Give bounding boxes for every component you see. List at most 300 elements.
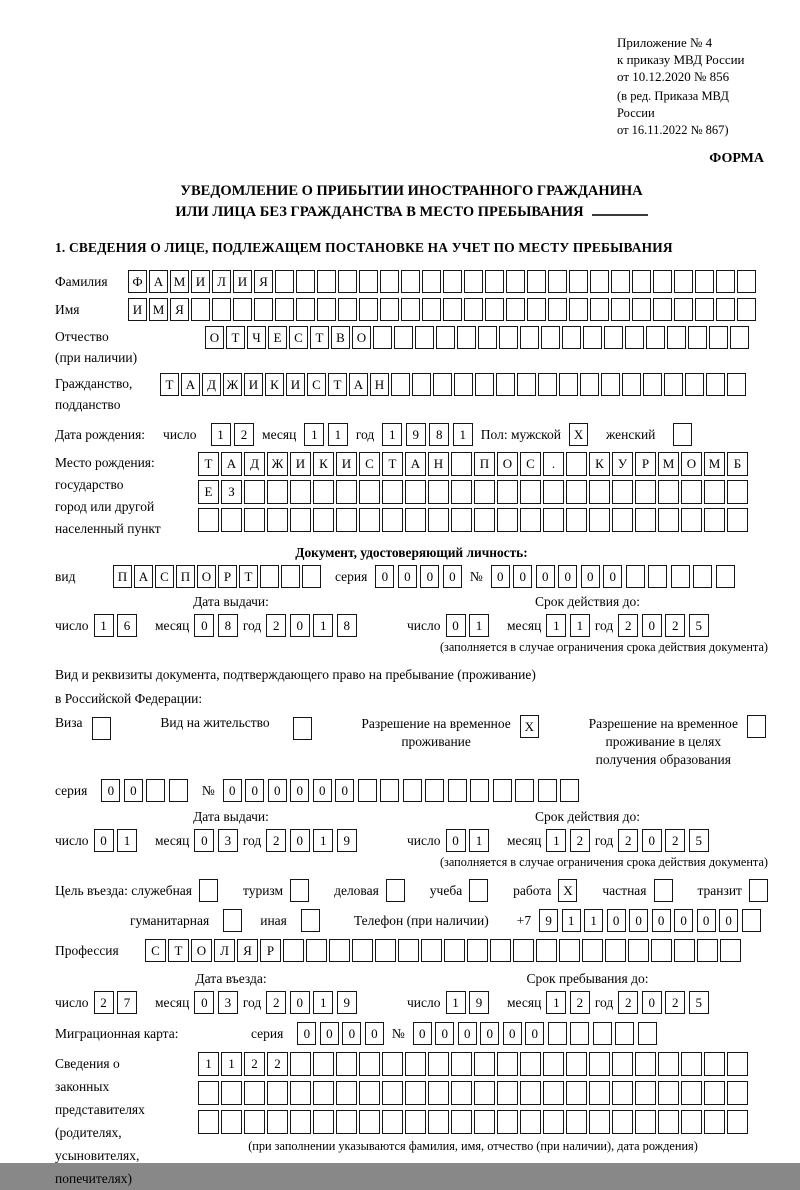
char-cell[interactable]: И: [336, 452, 357, 476]
char-cell[interactable]: [296, 298, 315, 321]
char-cell[interactable]: [415, 326, 434, 349]
checkbox-cell[interactable]: [301, 909, 320, 932]
char-cell[interactable]: А: [134, 565, 153, 588]
char-cell[interactable]: С: [289, 326, 308, 349]
char-cell[interactable]: [674, 270, 693, 293]
char-cell[interactable]: Т: [328, 373, 347, 396]
char-cell[interactable]: [720, 939, 741, 962]
char-cell[interactable]: [681, 1052, 702, 1076]
char-cell[interactable]: [212, 298, 231, 321]
char-cell[interactable]: [615, 1022, 634, 1045]
char-cell[interactable]: [566, 1081, 587, 1105]
char-cell[interactable]: [425, 779, 444, 802]
char-cell[interactable]: [541, 326, 560, 349]
char-cell[interactable]: 0: [290, 779, 309, 802]
char-cell[interactable]: 2: [570, 991, 590, 1014]
checkbox-cell[interactable]: [386, 879, 405, 902]
char-cell[interactable]: [612, 1110, 633, 1134]
char-cell[interactable]: [359, 1052, 380, 1076]
char-cell[interactable]: [742, 909, 761, 932]
char-cell[interactable]: [290, 508, 311, 532]
char-cell[interactable]: [336, 1052, 357, 1076]
char-cell[interactable]: [191, 298, 210, 321]
char-cell[interactable]: 0: [245, 779, 264, 802]
char-cell[interactable]: 2: [244, 1052, 265, 1076]
char-cell[interactable]: 0: [581, 565, 600, 588]
checkbox-cell[interactable]: [199, 879, 218, 902]
char-cell[interactable]: [338, 270, 357, 293]
char-cell[interactable]: [380, 298, 399, 321]
char-cell[interactable]: [405, 508, 426, 532]
char-cell[interactable]: [401, 270, 420, 293]
checkbox-cell[interactable]: [749, 879, 768, 902]
char-cell[interactable]: Р: [218, 565, 237, 588]
checkbox-cell[interactable]: [469, 879, 488, 902]
char-cell[interactable]: [290, 480, 311, 504]
char-cell[interactable]: 0: [642, 614, 662, 637]
char-cell[interactable]: [520, 326, 539, 349]
char-cell[interactable]: 5: [689, 829, 709, 852]
char-cell[interactable]: [448, 779, 467, 802]
char-cell[interactable]: 0: [480, 1022, 499, 1045]
char-cell[interactable]: [451, 1110, 472, 1134]
char-cell[interactable]: [478, 326, 497, 349]
char-cell[interactable]: Т: [160, 373, 179, 396]
char-cell[interactable]: [658, 1052, 679, 1076]
char-cell[interactable]: [632, 270, 651, 293]
char-cell[interactable]: [336, 508, 357, 532]
char-cell[interactable]: [569, 298, 588, 321]
char-cell[interactable]: [302, 565, 321, 588]
char-cell[interactable]: [643, 373, 662, 396]
char-cell[interactable]: Л: [212, 270, 231, 293]
char-cell[interactable]: [517, 373, 536, 396]
char-cell[interactable]: [412, 373, 431, 396]
char-cell[interactable]: Н: [428, 452, 449, 476]
char-cell[interactable]: [198, 1081, 219, 1105]
char-cell[interactable]: [451, 480, 472, 504]
char-cell[interactable]: [444, 939, 465, 962]
char-cell[interactable]: Т: [382, 452, 403, 476]
char-cell[interactable]: 9: [469, 991, 489, 1014]
char-cell[interactable]: 0: [194, 829, 214, 852]
char-cell[interactable]: [653, 298, 672, 321]
char-cell[interactable]: Д: [202, 373, 221, 396]
char-cell[interactable]: [559, 373, 578, 396]
char-cell[interactable]: [727, 1052, 748, 1076]
char-cell[interactable]: [570, 1022, 589, 1045]
char-cell[interactable]: [612, 1052, 633, 1076]
char-cell[interactable]: 0: [223, 779, 242, 802]
char-cell[interactable]: [635, 1052, 656, 1076]
char-cell[interactable]: [474, 1052, 495, 1076]
char-cell[interactable]: [398, 939, 419, 962]
char-cell[interactable]: 0: [413, 1022, 432, 1045]
char-cell[interactable]: [382, 1052, 403, 1076]
char-cell[interactable]: [405, 1110, 426, 1134]
char-cell[interactable]: С: [145, 939, 166, 962]
char-cell[interactable]: [612, 480, 633, 504]
char-cell[interactable]: 1: [382, 423, 402, 446]
char-cell[interactable]: 1: [584, 909, 603, 932]
char-cell[interactable]: [401, 298, 420, 321]
char-cell[interactable]: [506, 298, 525, 321]
char-cell[interactable]: 1: [117, 829, 137, 852]
char-cell[interactable]: С: [359, 452, 380, 476]
char-cell[interactable]: 1: [546, 614, 566, 637]
char-cell[interactable]: [671, 565, 690, 588]
checkbox-cell[interactable]: [293, 717, 312, 740]
char-cell[interactable]: [667, 326, 686, 349]
char-cell[interactable]: 8: [337, 614, 357, 637]
char-cell[interactable]: 0: [603, 565, 622, 588]
char-cell[interactable]: [497, 480, 518, 504]
char-cell[interactable]: [338, 298, 357, 321]
char-cell[interactable]: О: [197, 565, 216, 588]
char-cell[interactable]: [688, 326, 707, 349]
char-cell[interactable]: [405, 1081, 426, 1105]
char-cell[interactable]: 1: [304, 423, 324, 446]
char-cell[interactable]: [329, 939, 350, 962]
char-cell[interactable]: С: [155, 565, 174, 588]
char-cell[interactable]: [704, 480, 725, 504]
char-cell[interactable]: 9: [337, 829, 357, 852]
char-cell[interactable]: А: [405, 452, 426, 476]
char-cell[interactable]: [290, 1110, 311, 1134]
char-cell[interactable]: [428, 1052, 449, 1076]
char-cell[interactable]: [681, 508, 702, 532]
char-cell[interactable]: [359, 1081, 380, 1105]
char-cell[interactable]: 3: [218, 991, 238, 1014]
char-cell[interactable]: [260, 565, 279, 588]
char-cell[interactable]: [405, 1052, 426, 1076]
char-cell[interactable]: [244, 1081, 265, 1105]
char-cell[interactable]: [527, 298, 546, 321]
char-cell[interactable]: [589, 1110, 610, 1134]
char-cell[interactable]: [451, 508, 472, 532]
char-cell[interactable]: 0: [335, 779, 354, 802]
char-cell[interactable]: 0: [290, 829, 310, 852]
char-cell[interactable]: 1: [198, 1052, 219, 1076]
char-cell[interactable]: [474, 1110, 495, 1134]
char-cell[interactable]: [605, 939, 626, 962]
checkbox-cell[interactable]: [673, 423, 692, 446]
char-cell[interactable]: О: [352, 326, 371, 349]
char-cell[interactable]: [548, 1022, 567, 1045]
char-cell[interactable]: 0: [398, 565, 417, 588]
char-cell[interactable]: [737, 270, 756, 293]
char-cell[interactable]: [727, 1110, 748, 1134]
char-cell[interactable]: [313, 508, 334, 532]
char-cell[interactable]: [474, 480, 495, 504]
char-cell[interactable]: 0: [268, 779, 287, 802]
char-cell[interactable]: [674, 939, 695, 962]
char-cell[interactable]: [543, 480, 564, 504]
char-cell[interactable]: 1: [313, 614, 333, 637]
char-cell[interactable]: 2: [618, 829, 638, 852]
char-cell[interactable]: [611, 298, 630, 321]
char-cell[interactable]: М: [704, 452, 725, 476]
char-cell[interactable]: 0: [491, 565, 510, 588]
char-cell[interactable]: 0: [94, 829, 114, 852]
char-cell[interactable]: [359, 1110, 380, 1134]
char-cell[interactable]: М: [170, 270, 189, 293]
char-cell[interactable]: [359, 270, 378, 293]
char-cell[interactable]: [470, 779, 489, 802]
char-cell[interactable]: С: [307, 373, 326, 396]
char-cell[interactable]: 7: [117, 991, 137, 1014]
char-cell[interactable]: 0: [697, 909, 716, 932]
char-cell[interactable]: [625, 326, 644, 349]
char-cell[interactable]: 0: [446, 829, 466, 852]
char-cell[interactable]: 1: [546, 991, 566, 1014]
char-cell[interactable]: И: [290, 452, 311, 476]
char-cell[interactable]: 2: [618, 614, 638, 637]
char-cell[interactable]: [520, 508, 541, 532]
char-cell[interactable]: [443, 270, 462, 293]
char-cell[interactable]: 0: [446, 614, 466, 637]
char-cell[interactable]: 1: [570, 614, 590, 637]
checkbox-cell[interactable]: [654, 879, 673, 902]
char-cell[interactable]: 0: [629, 909, 648, 932]
char-cell[interactable]: 1: [211, 423, 231, 446]
char-cell[interactable]: [543, 508, 564, 532]
char-cell[interactable]: О: [681, 452, 702, 476]
char-cell[interactable]: [464, 270, 483, 293]
char-cell[interactable]: [566, 508, 587, 532]
char-cell[interactable]: [428, 480, 449, 504]
char-cell[interactable]: П: [113, 565, 132, 588]
char-cell[interactable]: [727, 480, 748, 504]
char-cell[interactable]: [520, 480, 541, 504]
char-cell[interactable]: [267, 1081, 288, 1105]
char-cell[interactable]: [674, 298, 693, 321]
char-cell[interactable]: [704, 1110, 725, 1134]
char-cell[interactable]: Д: [244, 452, 265, 476]
char-cell[interactable]: П: [474, 452, 495, 476]
char-cell[interactable]: [497, 1110, 518, 1134]
char-cell[interactable]: [485, 298, 504, 321]
char-cell[interactable]: 2: [266, 829, 286, 852]
char-cell[interactable]: [593, 1022, 612, 1045]
char-cell[interactable]: [589, 1052, 610, 1076]
char-cell[interactable]: [497, 508, 518, 532]
char-cell[interactable]: [290, 1052, 311, 1076]
char-cell[interactable]: [422, 270, 441, 293]
char-cell[interactable]: Р: [260, 939, 281, 962]
char-cell[interactable]: Ф: [128, 270, 147, 293]
char-cell[interactable]: [658, 1110, 679, 1134]
char-cell[interactable]: [709, 326, 728, 349]
char-cell[interactable]: 9: [406, 423, 426, 446]
char-cell[interactable]: [375, 939, 396, 962]
char-cell[interactable]: [635, 1081, 656, 1105]
char-cell[interactable]: [405, 480, 426, 504]
char-cell[interactable]: .: [543, 452, 564, 476]
char-cell[interactable]: [352, 939, 373, 962]
char-cell[interactable]: Т: [226, 326, 245, 349]
char-cell[interactable]: [380, 270, 399, 293]
char-cell[interactable]: [727, 1081, 748, 1105]
char-cell[interactable]: [474, 1081, 495, 1105]
checkbox-cell[interactable]: X: [558, 879, 577, 902]
char-cell[interactable]: [336, 1081, 357, 1105]
char-cell[interactable]: [428, 1110, 449, 1134]
char-cell[interactable]: [336, 1110, 357, 1134]
char-cell[interactable]: 5: [689, 991, 709, 1014]
char-cell[interactable]: 0: [536, 565, 555, 588]
char-cell[interactable]: [382, 508, 403, 532]
char-cell[interactable]: С: [520, 452, 541, 476]
char-cell[interactable]: Б: [727, 452, 748, 476]
char-cell[interactable]: 2: [94, 991, 114, 1014]
char-cell[interactable]: [464, 298, 483, 321]
char-cell[interactable]: [658, 508, 679, 532]
char-cell[interactable]: 2: [665, 614, 685, 637]
char-cell[interactable]: [589, 480, 610, 504]
char-cell[interactable]: 0: [458, 1022, 477, 1045]
char-cell[interactable]: 0: [124, 779, 143, 802]
char-cell[interactable]: [716, 270, 735, 293]
char-cell[interactable]: Я: [254, 270, 273, 293]
char-cell[interactable]: [513, 939, 534, 962]
char-cell[interactable]: 2: [266, 614, 286, 637]
checkbox-cell[interactable]: [290, 879, 309, 902]
char-cell[interactable]: Т: [310, 326, 329, 349]
char-cell[interactable]: [275, 270, 294, 293]
char-cell[interactable]: [382, 480, 403, 504]
checkbox-cell[interactable]: [92, 717, 111, 740]
char-cell[interactable]: [566, 1110, 587, 1134]
char-cell[interactable]: 0: [420, 565, 439, 588]
char-cell[interactable]: [428, 508, 449, 532]
char-cell[interactable]: [562, 326, 581, 349]
char-cell[interactable]: [233, 298, 252, 321]
char-cell[interactable]: [612, 1081, 633, 1105]
char-cell[interactable]: [313, 480, 334, 504]
char-cell[interactable]: [454, 373, 473, 396]
char-cell[interactable]: 0: [642, 991, 662, 1014]
char-cell[interactable]: [296, 270, 315, 293]
checkbox-cell[interactable]: [747, 715, 766, 738]
char-cell[interactable]: 0: [297, 1022, 316, 1045]
char-cell[interactable]: [569, 270, 588, 293]
char-cell[interactable]: О: [191, 939, 212, 962]
char-cell[interactable]: [704, 1081, 725, 1105]
char-cell[interactable]: 0: [513, 565, 532, 588]
char-cell[interactable]: [221, 1081, 242, 1105]
char-cell[interactable]: [589, 508, 610, 532]
char-cell[interactable]: И: [191, 270, 210, 293]
char-cell[interactable]: [566, 452, 587, 476]
char-cell[interactable]: [543, 1110, 564, 1134]
char-cell[interactable]: 0: [365, 1022, 384, 1045]
char-cell[interactable]: [693, 565, 712, 588]
char-cell[interactable]: [538, 779, 557, 802]
char-cell[interactable]: [317, 298, 336, 321]
char-cell[interactable]: [612, 508, 633, 532]
char-cell[interactable]: 0: [194, 991, 214, 1014]
char-cell[interactable]: [428, 1081, 449, 1105]
char-cell[interactable]: [716, 298, 735, 321]
char-cell[interactable]: [628, 939, 649, 962]
char-cell[interactable]: [244, 480, 265, 504]
char-cell[interactable]: [520, 1052, 541, 1076]
char-cell[interactable]: [580, 373, 599, 396]
char-cell[interactable]: [515, 779, 534, 802]
char-cell[interactable]: [704, 508, 725, 532]
char-cell[interactable]: [727, 373, 746, 396]
char-cell[interactable]: [475, 373, 494, 396]
char-cell[interactable]: 0: [503, 1022, 522, 1045]
char-cell[interactable]: [543, 1081, 564, 1105]
char-cell[interactable]: [380, 779, 399, 802]
char-cell[interactable]: [520, 1081, 541, 1105]
char-cell[interactable]: [451, 1081, 472, 1105]
char-cell[interactable]: 3: [218, 829, 238, 852]
char-cell[interactable]: [590, 270, 609, 293]
char-cell[interactable]: П: [176, 565, 195, 588]
char-cell[interactable]: [457, 326, 476, 349]
char-cell[interactable]: [336, 480, 357, 504]
char-cell[interactable]: [681, 480, 702, 504]
char-cell[interactable]: З: [221, 480, 242, 504]
char-cell[interactable]: [146, 779, 165, 802]
char-cell[interactable]: 2: [665, 829, 685, 852]
char-cell[interactable]: [394, 326, 413, 349]
char-cell[interactable]: [485, 270, 504, 293]
char-cell[interactable]: [638, 1022, 657, 1045]
char-cell[interactable]: К: [313, 452, 334, 476]
char-cell[interactable]: Я: [170, 298, 189, 321]
char-cell[interactable]: [653, 270, 672, 293]
char-cell[interactable]: 0: [342, 1022, 361, 1045]
char-cell[interactable]: Т: [239, 565, 258, 588]
char-cell[interactable]: [244, 1110, 265, 1134]
char-cell[interactable]: Р: [635, 452, 656, 476]
char-cell[interactable]: [626, 565, 645, 588]
char-cell[interactable]: 2: [570, 829, 590, 852]
char-cell[interactable]: [622, 373, 641, 396]
char-cell[interactable]: [403, 779, 422, 802]
char-cell[interactable]: [685, 373, 704, 396]
char-cell[interactable]: [359, 508, 380, 532]
char-cell[interactable]: [706, 373, 725, 396]
char-cell[interactable]: [359, 298, 378, 321]
char-cell[interactable]: [601, 373, 620, 396]
char-cell[interactable]: [566, 480, 587, 504]
char-cell[interactable]: [681, 1081, 702, 1105]
char-cell[interactable]: 0: [101, 779, 120, 802]
char-cell[interactable]: У: [612, 452, 633, 476]
char-cell[interactable]: [317, 270, 336, 293]
char-cell[interactable]: [422, 298, 441, 321]
char-cell[interactable]: [548, 298, 567, 321]
char-cell[interactable]: 1: [313, 829, 333, 852]
char-cell[interactable]: [313, 1052, 334, 1076]
char-cell[interactable]: 0: [607, 909, 626, 932]
char-cell[interactable]: [275, 298, 294, 321]
char-cell[interactable]: [290, 1081, 311, 1105]
char-cell[interactable]: [359, 480, 380, 504]
char-cell[interactable]: [497, 1052, 518, 1076]
char-cell[interactable]: 2: [234, 423, 254, 446]
char-cell[interactable]: А: [349, 373, 368, 396]
char-cell[interactable]: [443, 298, 462, 321]
char-cell[interactable]: К: [265, 373, 284, 396]
char-cell[interactable]: [281, 565, 300, 588]
char-cell[interactable]: [221, 508, 242, 532]
